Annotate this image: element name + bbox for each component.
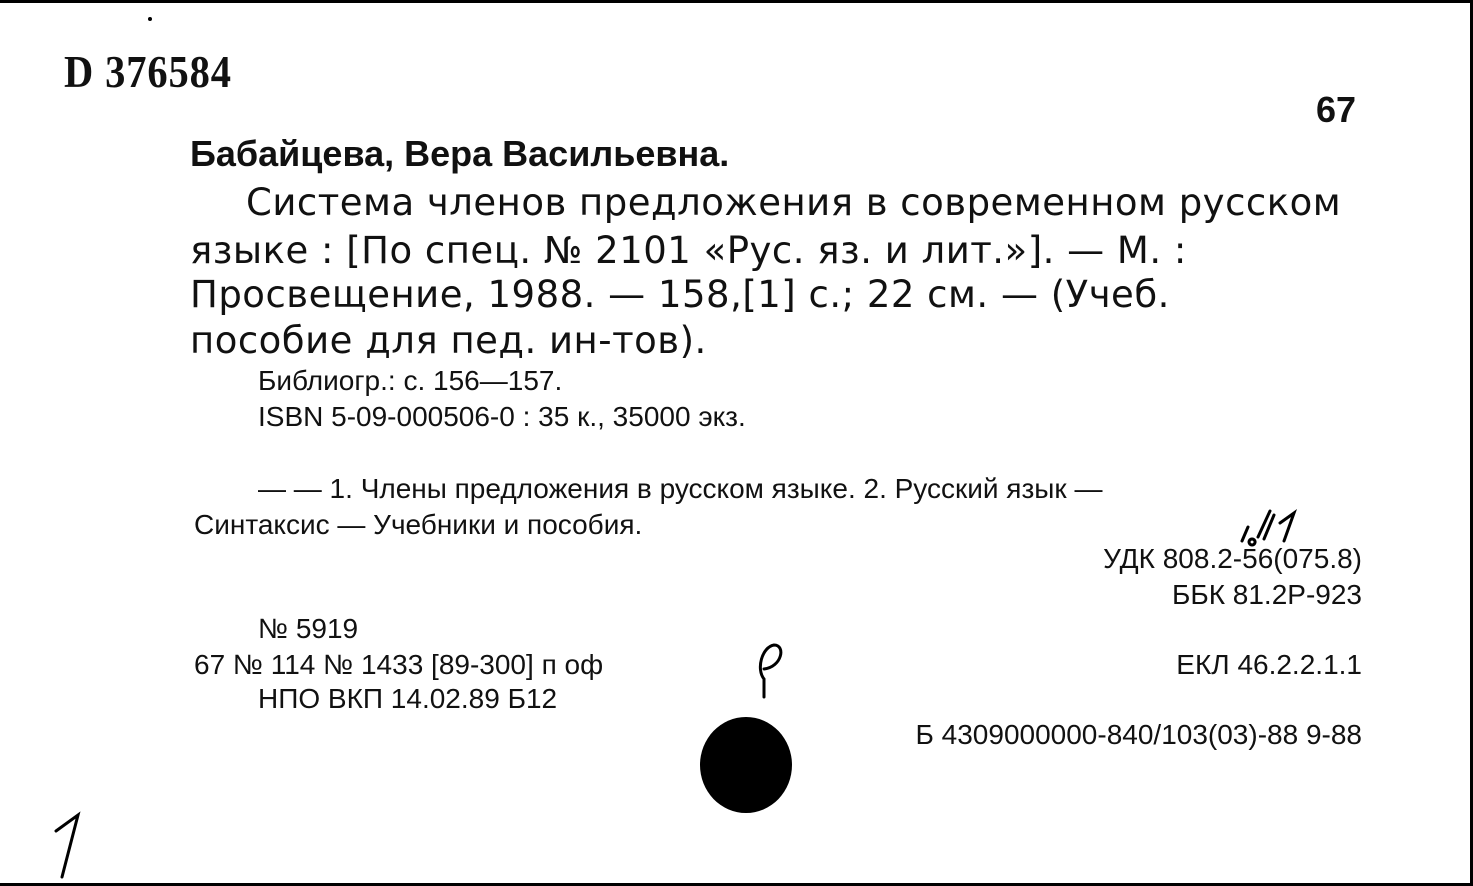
ink-dot (148, 17, 152, 21)
card-number: 67 (1316, 89, 1357, 130)
print-line: 67 № 114 № 1433 [89-300] п оф (194, 649, 604, 680)
udk-code: УДК 808.2-56(075.8) (1103, 543, 1362, 574)
bbk-code: ББК 81.2Р-923 (1171, 579, 1362, 610)
description-line-4: пособие для пед. ин-тов). (190, 319, 707, 362)
catalog-code: Б 4309000000-840/103(03)-88 9-88 (915, 719, 1362, 750)
description-line-1: Система членов предложения в современном русском (246, 181, 1342, 224)
handwritten-number-1 (48, 811, 88, 881)
description-line-2: языке : [По спец. № 2101 «Рус. яз. и лит.»]. — М. : (190, 229, 1187, 272)
subject-line-1: — — 1. Члены предложения в русском языке. 2. Русский язык — (258, 473, 1103, 504)
shelfmark: D 376584 (64, 46, 232, 97)
punch-hole (700, 717, 792, 813)
order-number: № 5919 (258, 613, 359, 644)
bibliography-note: Библиогр.: с. 156—157. (258, 365, 563, 396)
ekl-code: ЕКЛ 46.2.2.1.1 (1176, 649, 1362, 680)
author-heading: Бабайцева, Вера Васильевна. (190, 133, 730, 174)
isbn-note: ISBN 5-09-000506-0 : 35 к., 35000 экз. (258, 401, 746, 432)
description-line-3: Просвещение, 1988. — 158,[1] с.; 22 см. — (Учеб. (190, 273, 1170, 316)
publisher-line: НПО ВКП 14.02.89 Б12 (258, 683, 558, 714)
subject-line-2: Синтаксис — Учебники и пособия. (194, 509, 643, 540)
handwritten-scribble (1236, 503, 1308, 547)
handwritten-p-mark (752, 639, 792, 703)
